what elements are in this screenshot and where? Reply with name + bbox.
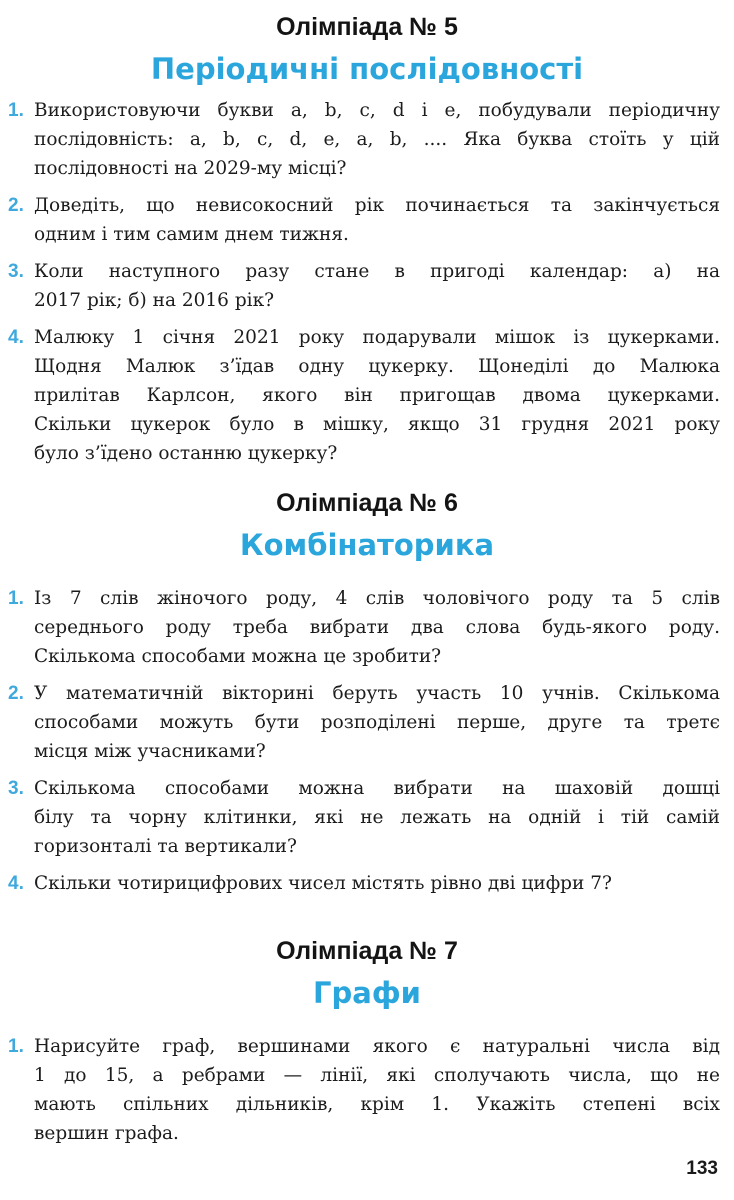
- problem-line: 1 до 15, а ребрами — лінії, які сполучають числа, що не: [34, 1065, 720, 1086]
- problem-text: [34, 96, 720, 183]
- problem-line: послідовності на 2029-му місці?: [34, 158, 347, 179]
- topic-title: Періодичні послідовності: [150, 52, 584, 86]
- problem-line: способами можуть бути розподілені перше, друге та третє: [34, 712, 720, 733]
- problem-line: послідовність: a, b, c, d, e, a, b, .... Яка буква стоїть у цій: [34, 129, 720, 150]
- olympiad-7-section: [0, 936, 734, 1010]
- problem-line: горизонталі та вертикали?: [34, 836, 297, 857]
- olympiad-title: Олімпіада № 7: [276, 937, 458, 965]
- problem-number: 1.: [8, 100, 24, 121]
- problem-line: 2017 рік; б) на 2016 рік?: [34, 290, 275, 311]
- problem-line: Скількома способами можна це зробити?: [34, 646, 442, 667]
- problem-item: [8, 323, 720, 468]
- problem-number: 3.: [8, 261, 24, 282]
- problem-number: 4.: [8, 327, 24, 348]
- problem-line: вершин графа.: [34, 1123, 179, 1144]
- problem-number: 1.: [8, 1036, 24, 1057]
- problem-text: [34, 774, 720, 861]
- problem-item: [8, 679, 720, 766]
- problem-line: Скільки цукерок було в мішку, якщо 31 грудня 2021 року: [34, 414, 720, 435]
- problem-text: [34, 679, 720, 766]
- problem-item: [8, 1032, 720, 1148]
- problem-line: Нарисуйте граф, вершинами якого є натуральні числа від: [34, 1036, 720, 1057]
- problem-item: [8, 869, 720, 898]
- olympiad-7-problems: [8, 1032, 720, 1156]
- problem-line: Щодня Малюк з’їдав одну цукерку. Щонеділі до Малюка: [34, 356, 720, 377]
- problem-line: Із 7 слів жіночого роду, 4 слів чоловічого роду та 5 слів: [34, 588, 720, 609]
- problem-text: [34, 323, 720, 468]
- problem-line: білу та чорну клітинки, які не лежать на одній і тій самій: [34, 807, 720, 828]
- problem-text: [34, 191, 720, 249]
- olympiad-title: Олімпіада № 5: [276, 13, 458, 41]
- problem-line: мають спільних дільників, крім 1. Укажіть степені всіх: [34, 1094, 720, 1115]
- olympiad-6-problems: [8, 584, 720, 906]
- problem-number: 1.: [8, 588, 24, 609]
- problem-line: Використовуючи букви a, b, c, d і e, побудували періодичну: [34, 100, 720, 121]
- page-number: 133: [686, 1158, 718, 1179]
- problem-item: [8, 584, 720, 671]
- problem-line: Малюку 1 січня 2021 року подарували мішок із цукерками.: [34, 327, 720, 348]
- problem-line: Скількома способами можна вибрати на шаховій дошці: [34, 778, 720, 799]
- olympiad-5-section: [0, 12, 734, 86]
- olympiad-6-section: [0, 488, 734, 562]
- problem-text: [34, 1032, 720, 1148]
- problem-number: 3.: [8, 778, 24, 799]
- problem-line: У математичній вікторині беруть участь 10 учнів. Скількома: [34, 683, 720, 704]
- problem-text: [34, 584, 720, 671]
- problem-item: [8, 774, 720, 861]
- problem-item: [8, 191, 720, 249]
- problem-item: [8, 96, 720, 183]
- olympiad-5-problems: [8, 96, 720, 476]
- topic-title: Комбінаторика: [239, 528, 495, 562]
- problem-line: прилітав Карлсон, якого він пригощав двома цукерками.: [34, 385, 720, 406]
- problem-line: Доведіть, що невисокосний рік починається та закінчується: [34, 195, 720, 216]
- problem-number: 2.: [8, 683, 24, 704]
- problem-line: Скільки чотирицифрових чисел містять рівно дві цифри 7?: [34, 873, 612, 894]
- problem-item: [8, 257, 720, 315]
- problem-number: 4.: [8, 873, 24, 894]
- problem-number: 2.: [8, 195, 24, 216]
- problem-line: одним і тим самим днем тижня.: [34, 224, 349, 245]
- problem-line: місця між учасниками?: [34, 741, 266, 762]
- problem-line: середнього роду треба вибрати два слова будь-якого роду.: [34, 617, 720, 638]
- problem-line: Коли наступного разу стане в пригоді календар: а) на: [34, 261, 720, 282]
- olympiad-title: Олімпіада № 6: [276, 489, 458, 517]
- topic-title: Графи: [313, 976, 421, 1010]
- problem-text: [34, 869, 720, 898]
- problem-line: було з’їдено останню цукерку?: [34, 443, 338, 464]
- problem-text: [34, 257, 720, 315]
